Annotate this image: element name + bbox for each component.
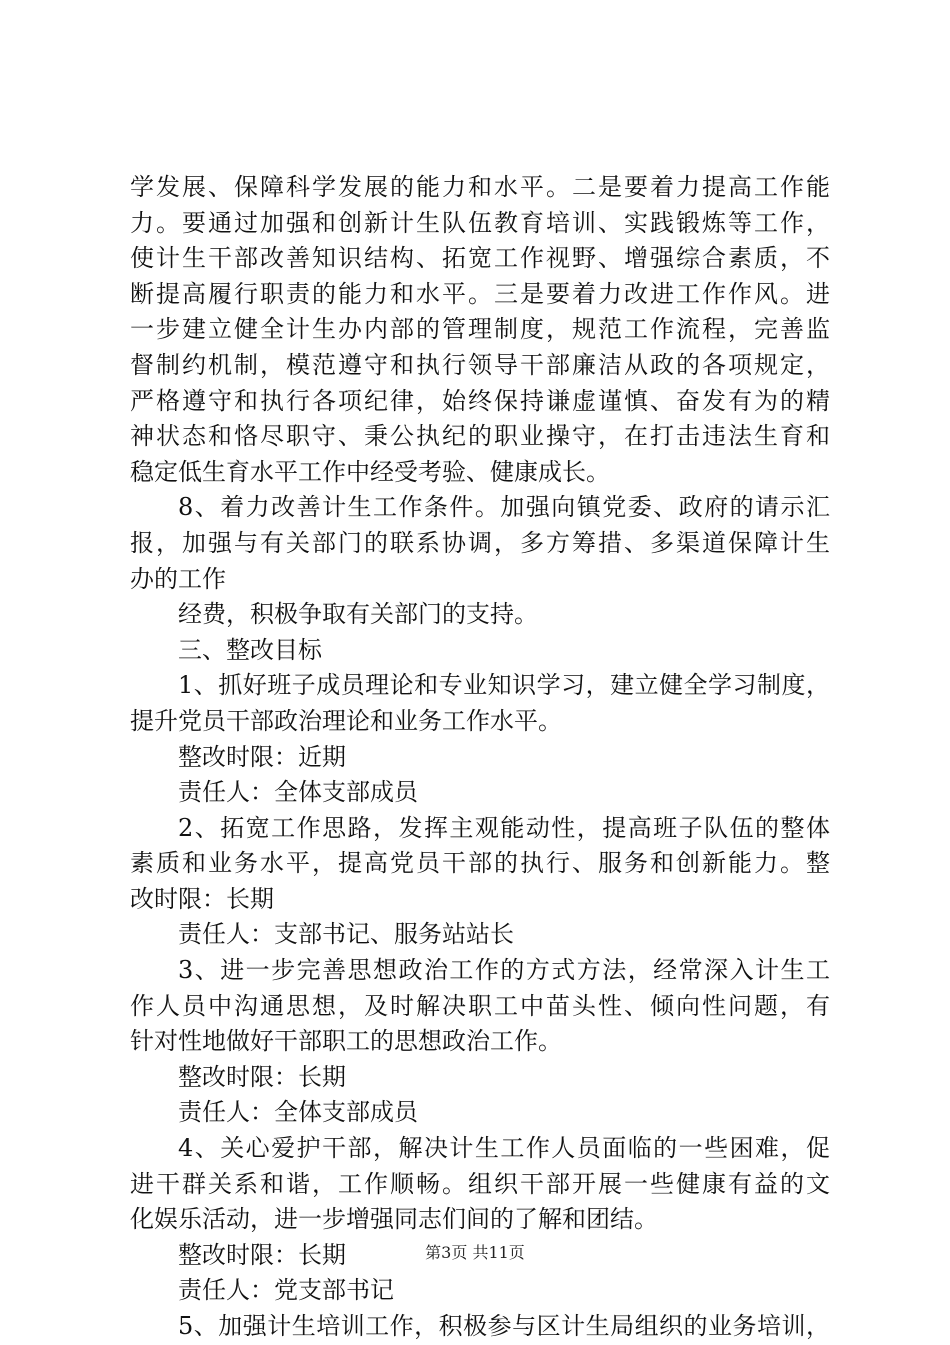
paragraph-start-line: 1、抓好班子成员理论和专业知识学习，建立健全学习制度，: [178, 671, 830, 700]
deadline-line: 整改时限：长期: [178, 1062, 346, 1091]
text-line: 严格遵守和执行各项纪律，始终保持谦虚谨慎、奋发有为的精: [130, 386, 830, 415]
text-line: 断提高履行职责的能力和水平。三是要着力改进工作作风。进: [130, 279, 830, 308]
text-line: 一步建立健全计生办内部的管理制度，规范工作流程，完善监: [130, 315, 830, 344]
text-line: 学发展、保障科学发展的能力和水平。二是要着力提高工作能: [130, 173, 830, 201]
text-line: 督制约机制，模范遵守和执行领导干部廉洁从政的各项规定，: [130, 350, 830, 379]
responsible-person-line: 责任人：党支部书记: [178, 1276, 394, 1305]
text-line: 使计生干部改善知识结构、拓宽工作视野、增强综合素质，不: [130, 244, 830, 273]
paragraph-start-line: 5、加强计生培训工作，积极参与区计生局组织的业务培训，: [178, 1312, 830, 1340]
responsible-person-line: 责任人：全体支部成员: [178, 1098, 418, 1127]
text-line: 办的工作: [130, 564, 226, 593]
text-line: 化娱乐活动，进一步增强同志们间的了解和团结。: [130, 1205, 658, 1234]
text-line: 报，加强与有关部门的联系协调，多方筹措、多渠道保障计生: [130, 528, 830, 557]
text-line: 改时限：长期: [130, 884, 274, 913]
responsible-person-line: 责任人：支部书记、服务站站长: [178, 920, 514, 949]
text-line: 进干群关系和谐，工作顺畅。组织干部开展一些健康有益的文: [130, 1169, 830, 1198]
text-line: 神状态和恪尽职守、秉公执纪的职业操守，在打击违法生育和: [130, 422, 830, 451]
text-line: 针对性地做好干部职工的思想政治工作。: [130, 1027, 562, 1056]
text-line: 稳定低生育水平工作中经受考验、健康成长。: [130, 457, 610, 486]
paragraph-start-line: 2、拓宽工作思路，发挥主观能动性，提高班子队伍的整体: [178, 813, 830, 842]
paragraph-start-line: 经费，积极争取有关部门的支持。: [178, 600, 538, 629]
deadline-line: 整改时限：长期: [178, 1240, 346, 1269]
paragraph-start-line: 4、关心爱护干部，解决计生工作人员面临的一些困难，促: [178, 1134, 830, 1163]
paragraph-start-line: 3、进一步完善思想政治工作的方式方法，经常深入计生工: [178, 956, 830, 985]
text-line: 力。要通过加强和创新计生队伍教育培训、实践锻炼等工作，: [130, 208, 830, 237]
deadline-line: 整改时限：近期: [178, 742, 346, 771]
text-line: 作人员中沟通思想，及时解决职工中苗头性、倾向性问题，有: [130, 991, 830, 1020]
responsible-person-line: 责任人：全体支部成员: [178, 778, 418, 807]
section-heading: 三、整改目标: [178, 635, 322, 664]
text-line: 素质和业务水平，提高党员干部的执行、服务和创新能力。整: [130, 849, 830, 878]
paragraph-start-line: 8、着力改善计生工作条件。加强向镇党委、政府的请示汇: [178, 493, 830, 522]
page-number-footer: 第3页 共11页: [425, 1243, 525, 1262]
text-line: 提升党员干部政治理论和业务工作水平。: [130, 706, 562, 735]
document-body: [130, 170, 830, 1345]
